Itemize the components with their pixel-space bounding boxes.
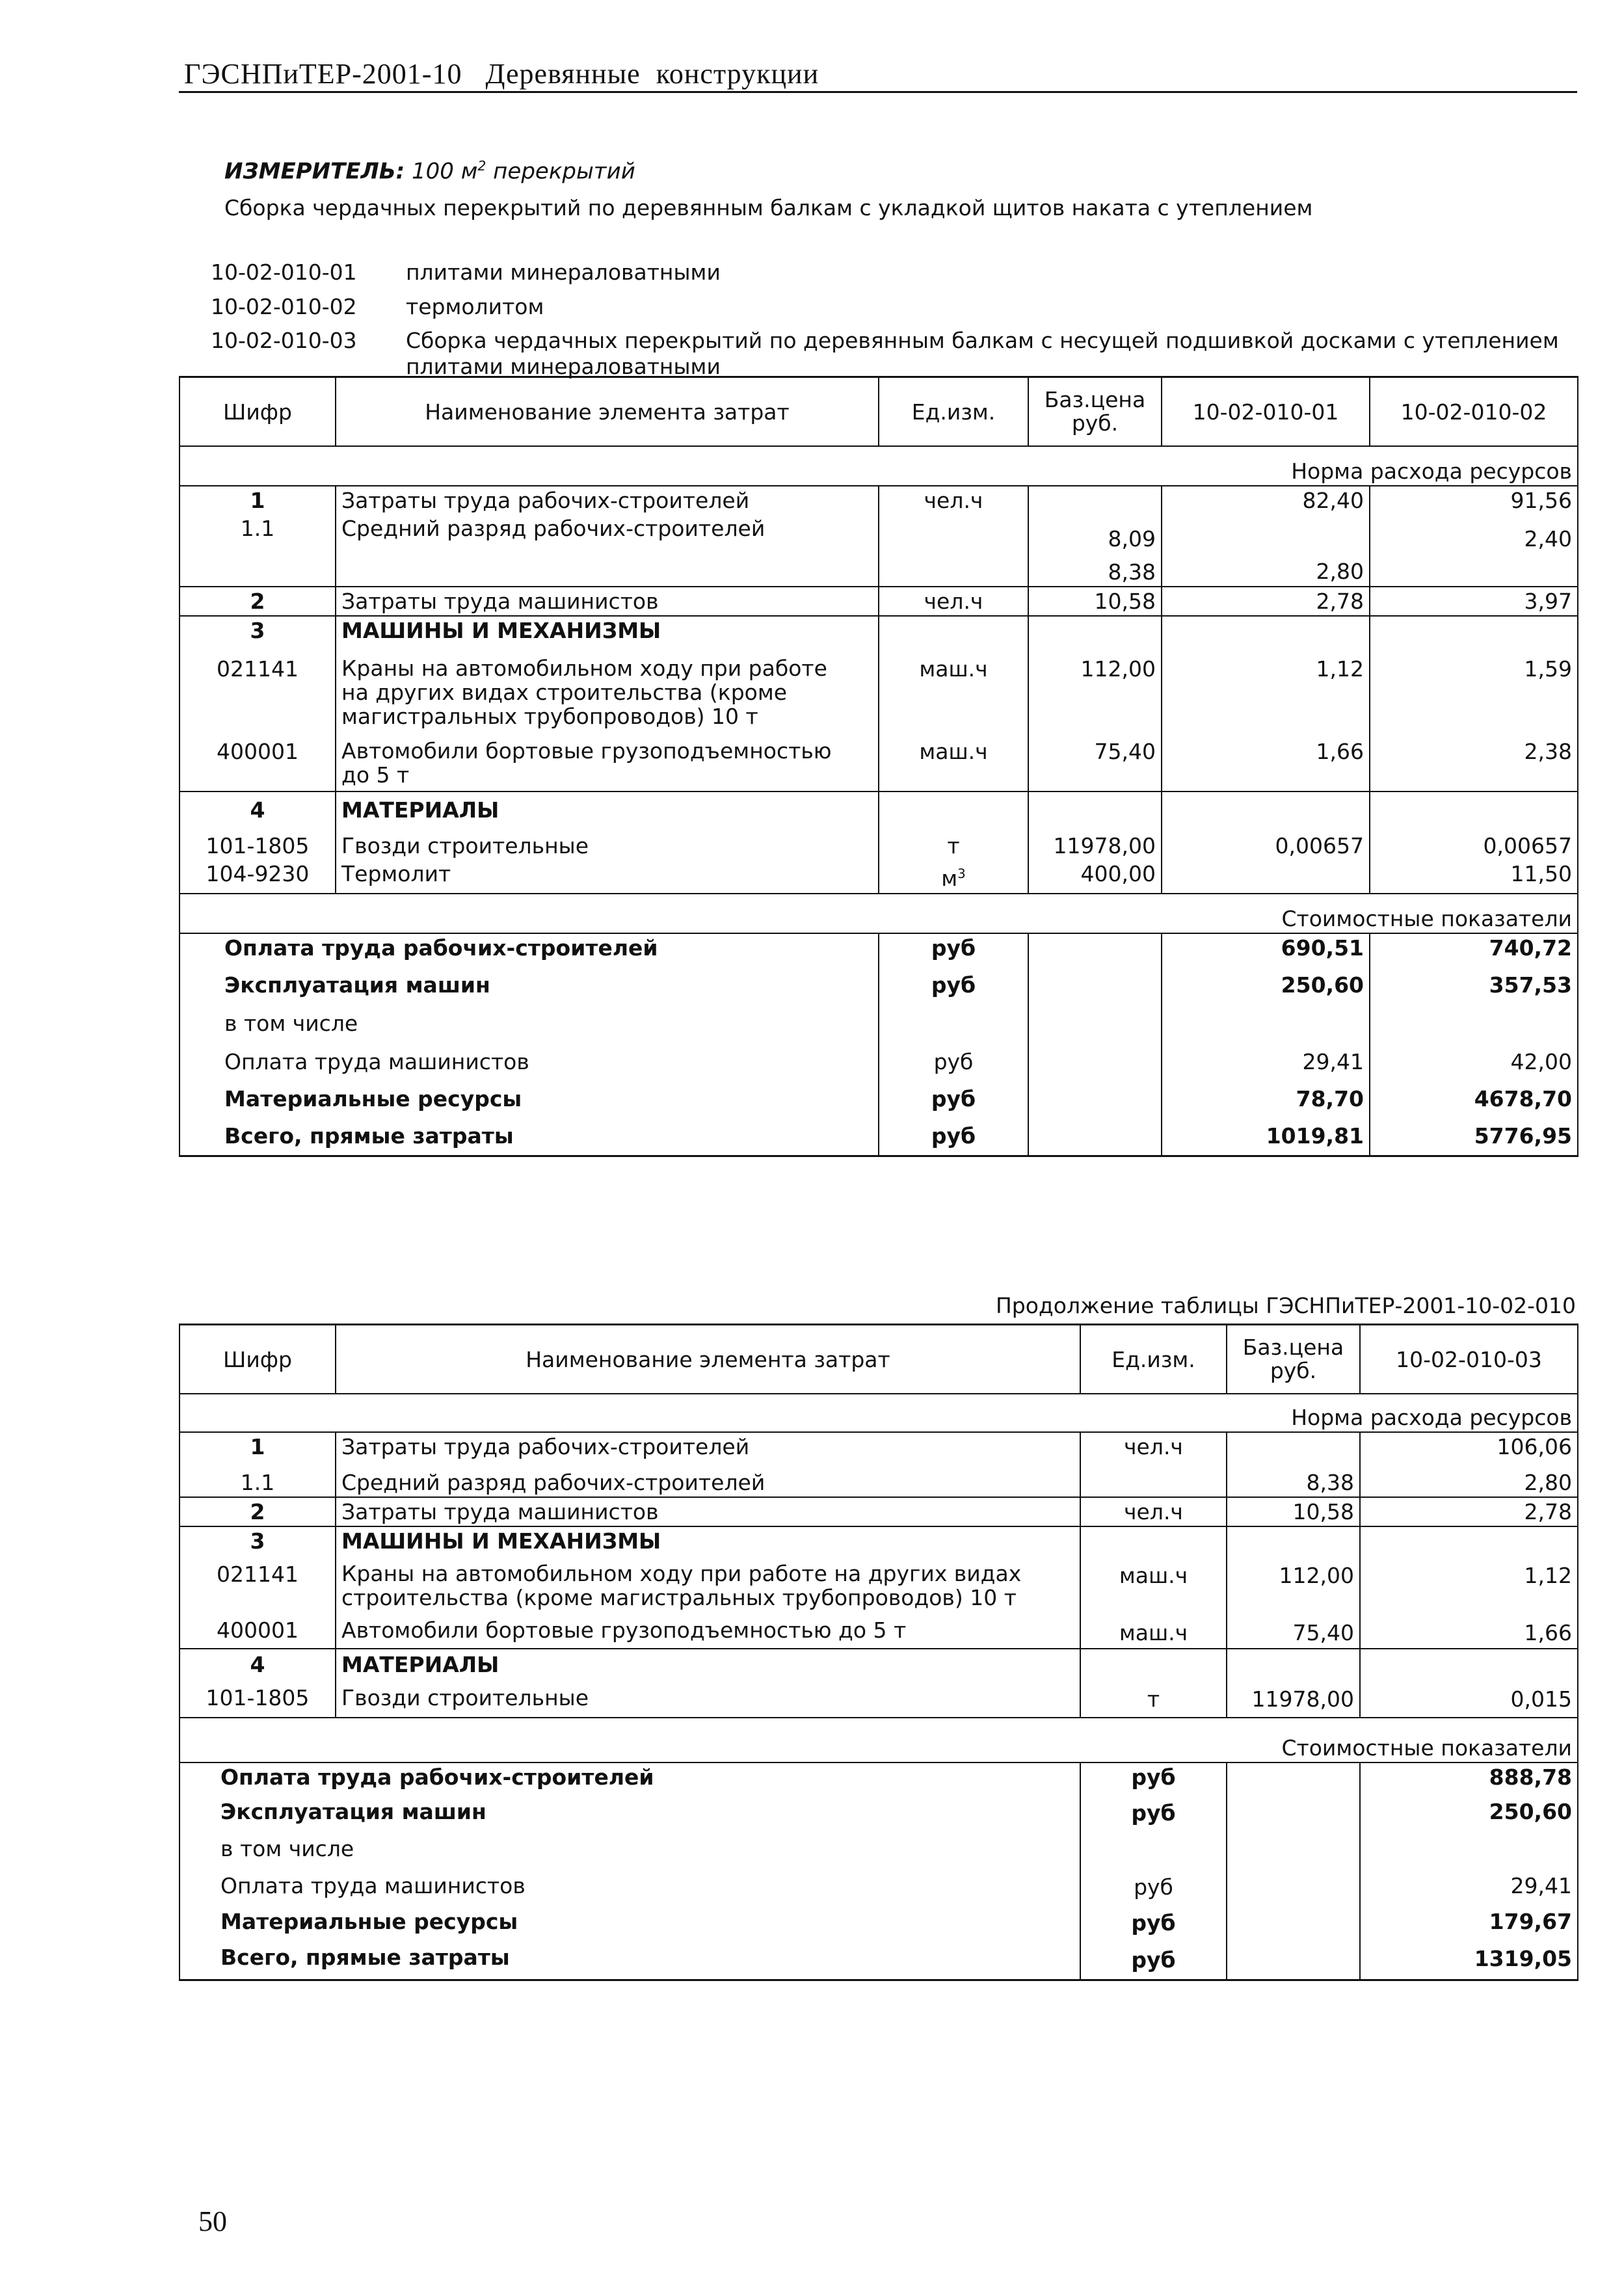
row-value-col1: 1,66 [1360, 1611, 1578, 1649]
cost-row [180, 1763, 1578, 1791]
row-price: 11978,00 [1028, 824, 1162, 860]
cost-row [180, 933, 1578, 962]
section-row [180, 1649, 1578, 1679]
cost-name: Оплата труда машинистов [180, 1037, 879, 1076]
cost-row [180, 1937, 1578, 1980]
table-row [180, 824, 1578, 860]
cost-value-col2: 5776,95 [1370, 1113, 1578, 1156]
section-row [180, 1526, 1578, 1555]
row-code: 2 [180, 1497, 336, 1526]
cost-unit: руб [879, 962, 1028, 999]
row-value-col1 [1162, 860, 1370, 894]
cost-row [180, 1037, 1578, 1076]
cost-value-col1: 29,41 [1162, 1037, 1370, 1076]
cost-row [180, 962, 1578, 999]
section-name: МАТЕРИАЛЫ [336, 791, 879, 824]
row-value-col2: 1,59 [1370, 645, 1578, 730]
header-code: Шифр [180, 377, 336, 447]
row-value-col1: 2,80 [1360, 1461, 1578, 1497]
row-value-col1: 0,015 [1360, 1679, 1578, 1718]
section-row [180, 616, 1578, 645]
row-code: 1 [180, 1432, 336, 1461]
row-unit [879, 860, 1028, 894]
cost-name: Эксплуатация машин [180, 1791, 1080, 1827]
row-price [1028, 514, 1162, 587]
cost-row [180, 1901, 1578, 1937]
row-price: 75,40 [1028, 730, 1162, 791]
row-price-a: 8,09 [1108, 526, 1156, 552]
row-unit: чел.ч [879, 587, 1028, 616]
row-value-col1 [1162, 514, 1370, 587]
header-price [1227, 1325, 1360, 1394]
row-code: 021141 [180, 645, 336, 730]
row-name: Затраты труда рабочих-строителей [336, 1432, 1080, 1461]
header-name: Наименование элемента затрат [336, 1325, 1080, 1394]
row-value-col2: 91,56 [1370, 486, 1578, 514]
cost-value-col1: 250,60 [1360, 1791, 1578, 1827]
cost-value-col1 [1360, 1827, 1578, 1863]
cost-value-col2: 42,00 [1370, 1037, 1578, 1076]
table-row [180, 1461, 1578, 1497]
row-code: 1.1 [180, 514, 336, 587]
row-name: Термолит [336, 860, 879, 894]
cost-unit: руб [1080, 1901, 1227, 1937]
row-price: 112,00 [1227, 1555, 1360, 1611]
section-name: МАШИНЫ И МЕХАНИЗМЫ [336, 616, 879, 645]
row-unit [879, 514, 1028, 587]
cost-row [180, 1863, 1578, 1901]
row-name-line: магистральных трубопроводов) 10 т [341, 704, 758, 729]
row-name-line: Автомобили бортовые грузоподъемностью [341, 738, 832, 764]
measure-value-suffix: перекрытий [486, 158, 635, 185]
cost-name: Эксплуатация машин [180, 962, 879, 999]
cost-value-col1: 29,41 [1360, 1863, 1578, 1901]
section-row [180, 791, 1578, 824]
cost-name: Всего, прямые затраты [180, 1113, 879, 1156]
cost-row [180, 1791, 1578, 1827]
cost-unit [879, 999, 1028, 1037]
row-value-col2 [1370, 514, 1578, 587]
cost-name: Оплата труда рабочих-строителей [180, 1763, 1080, 1791]
section-name: МАТЕРИАЛЫ [336, 1649, 1080, 1679]
row-code: 400001 [180, 730, 336, 791]
header-col1: 10-02-010-01 [1162, 377, 1370, 447]
cost-value-col2 [1370, 999, 1578, 1037]
header-code: Шифр [180, 1325, 336, 1394]
cost-row [180, 1076, 1578, 1113]
row-value-col1: 106,06 [1360, 1432, 1578, 1461]
description-text: плитами минераловатными [405, 259, 721, 285]
measure-value-sup: 2 [477, 158, 486, 174]
table-row [180, 486, 1578, 514]
row-price [1227, 1432, 1360, 1461]
table-row [180, 1555, 1578, 1611]
cost-value-col1: 690,51 [1162, 933, 1370, 962]
cost-unit: руб [1080, 1791, 1227, 1827]
cost-unit [1080, 1827, 1227, 1863]
cost-value-col1: 1319,05 [1360, 1937, 1578, 1980]
cost-unit: руб [879, 1113, 1028, 1156]
cost-caption: Стоимостные показатели [180, 894, 1578, 933]
row-price: 112,00 [1028, 645, 1162, 730]
header-price-line2: руб. [1270, 1358, 1317, 1383]
cost-value-col1: 250,60 [1162, 962, 1370, 999]
norm-caption: Норма расхода ресурсов [180, 1394, 1578, 1432]
norm-caption: Норма расхода ресурсов [180, 446, 1578, 486]
cost-unit: руб [1080, 1763, 1227, 1791]
row-name: Затраты труда машинистов [336, 587, 879, 616]
header-rule [179, 91, 1577, 93]
row-unit: чел.ч [1080, 1497, 1227, 1526]
section-code: 3 [180, 616, 336, 645]
header-col1: 10-02-010-03 [1360, 1325, 1578, 1394]
description-code: 10-02-010-01 [210, 259, 357, 285]
cost-row [180, 1827, 1578, 1863]
measure-value: 100 м [412, 158, 478, 185]
section-code: 3 [180, 1526, 336, 1555]
row-unit: маш.ч [879, 730, 1028, 791]
header-price [1028, 377, 1162, 447]
row-price: 11978,00 [1227, 1679, 1360, 1718]
row-code: 2 [180, 587, 336, 616]
row-unit: маш.ч [1080, 1555, 1227, 1611]
row-value-col2: 2,38 [1370, 730, 1578, 791]
row-unit: т [879, 824, 1028, 860]
row-value-col1: 82,40 [1162, 486, 1370, 514]
header-price-line2: руб. [1071, 410, 1119, 436]
row-value-col1: 2,78 [1360, 1497, 1578, 1526]
cost-value-col1: 888,78 [1360, 1763, 1578, 1791]
row-price: 10,58 [1227, 1497, 1360, 1526]
cost-caption: Стоимостные показатели [180, 1718, 1578, 1763]
row-name: Средний разряд рабочих-строителей [336, 514, 879, 587]
description-code: 10-02-010-03 [210, 328, 357, 353]
row-price: 8,38 [1227, 1461, 1360, 1497]
row-code: 1.1 [180, 1461, 336, 1497]
cost-value-col1 [1162, 999, 1370, 1037]
cost-unit: руб [1080, 1937, 1227, 1980]
header-unit: Ед.изм. [879, 377, 1028, 447]
cost-unit: руб [879, 1037, 1028, 1076]
header-col2: 10-02-010-02 [1370, 377, 1578, 447]
measure-label: ИЗМЕРИТЕЛЬ: [224, 158, 405, 185]
cost-row [180, 1113, 1578, 1156]
description-code: 10-02-010-02 [210, 294, 357, 319]
row-code: 101-1805 [180, 1679, 336, 1718]
cost-value-col2: 4678,70 [1370, 1076, 1578, 1113]
row-price: 400,00 [1028, 860, 1162, 894]
table-row [180, 1432, 1578, 1461]
row-value-col1-text: 2,80 [1316, 559, 1364, 584]
cost-row [180, 999, 1578, 1037]
row-name-line: на других видах строительства (кроме [341, 680, 788, 705]
table-row [180, 1611, 1578, 1649]
row-unit: маш.ч [879, 645, 1028, 730]
cost-value-col2: 357,53 [1370, 962, 1578, 999]
row-name [336, 645, 879, 730]
cost-value-col1: 78,70 [1162, 1076, 1370, 1113]
table-row [180, 514, 1578, 587]
description-text: Сборка чердачных перекрытий по деревянным балкам с несущей подшивкой досками с утеплением [405, 328, 1559, 353]
row-unit [1080, 1461, 1227, 1497]
row-value-col2-text: 2,40 [1524, 526, 1572, 552]
row-unit: маш.ч [1080, 1611, 1227, 1649]
description-text: плитами минераловатными [405, 354, 721, 379]
row-name: Затраты труда машинистов [336, 1497, 1080, 1526]
header-price-line1: Баз.цена [1242, 1335, 1344, 1360]
resource-table-1 [179, 376, 1578, 1157]
row-unit: т [1080, 1679, 1227, 1718]
cost-name: в том числе [180, 999, 879, 1037]
row-value-col2: 0,00657 [1370, 824, 1578, 860]
row-code: 400001 [180, 1611, 336, 1649]
continuation-title: Продолжение таблицы ГЭСНПиТЕР-2001-10-02-010 [995, 1293, 1576, 1318]
resource-table-2 [179, 1324, 1578, 1981]
measure-line [224, 158, 635, 184]
row-unit: чел.ч [879, 486, 1028, 514]
cost-name: Оплата труда рабочих-строителей [180, 933, 879, 962]
header-price-line1: Баз.цена [1044, 387, 1146, 412]
row-name [336, 1555, 1080, 1611]
row-value-col1: 2,78 [1162, 587, 1370, 616]
cost-name: Оплата труда машинистов [180, 1863, 1080, 1901]
row-price-b: 8,38 [1108, 559, 1156, 585]
description-title: Сборка чердачных перекрытий по деревянным балкам с укладкой щитов наката с утеплением [224, 195, 1313, 220]
row-name: Гвозди строительные [336, 1679, 1080, 1718]
cost-value-col2: 740,72 [1370, 933, 1578, 962]
row-value-col1: 1,12 [1162, 645, 1370, 730]
header-unit: Ед.изм. [1080, 1325, 1227, 1394]
table-row [180, 1679, 1578, 1718]
row-price: 75,40 [1227, 1611, 1360, 1649]
section-code: 4 [180, 791, 336, 824]
row-name-line: строительства (кроме магистральных трубопроводов) 10 т [341, 1585, 1017, 1610]
row-price: 10,58 [1028, 587, 1162, 616]
section-name: МАШИНЫ И МЕХАНИЗМЫ [336, 1526, 1080, 1555]
row-name-line: Краны на автомобильном ходу при работе на других видах [341, 1561, 1022, 1586]
header-name: Наименование элемента затрат [336, 377, 879, 447]
row-unit-sup: 3 [957, 866, 966, 881]
cost-unit: руб [879, 933, 1028, 962]
running-head: ГЭСНПиТЕР-2001-10 Деревянные конструкции [184, 58, 819, 90]
row-unit: чел.ч [1080, 1432, 1227, 1461]
row-name: Автомобили бортовые грузоподъемностью до 5 т [336, 1611, 1080, 1649]
row-code: 104-9230 [180, 860, 336, 894]
cost-name: Материальные ресурсы [180, 1076, 879, 1113]
row-name: Затраты труда рабочих-строителей [336, 486, 879, 514]
row-code: 101-1805 [180, 824, 336, 860]
row-value-col2: 11,50 [1370, 860, 1578, 894]
cost-value-col1: 179,67 [1360, 1901, 1578, 1937]
row-value-col1: 0,00657 [1162, 824, 1370, 860]
row-name [336, 730, 879, 791]
cost-name: Всего, прямые затраты [180, 1937, 1080, 1980]
table-row [180, 860, 1578, 894]
table-row [180, 587, 1578, 616]
cost-unit: руб [1080, 1863, 1227, 1901]
cost-value-col1: 1019,81 [1162, 1113, 1370, 1156]
row-name: Гвозди строительные [336, 824, 879, 860]
row-value-col1: 1,12 [1360, 1555, 1578, 1611]
row-value-col2: 3,97 [1370, 587, 1578, 616]
row-value-col1: 1,66 [1162, 730, 1370, 791]
page-number: 50 [198, 2205, 227, 2237]
row-code: 1 [180, 486, 336, 514]
row-name-line: Краны на автомобильном ходу при работе [341, 656, 827, 681]
cost-name: в том числе [180, 1827, 1080, 1863]
table-row [180, 645, 1578, 730]
table-row [180, 730, 1578, 791]
section-code: 4 [180, 1649, 336, 1679]
row-code: 021141 [180, 1555, 336, 1611]
table-row [180, 1497, 1578, 1526]
cost-unit: руб [879, 1076, 1028, 1113]
row-name: Средний разряд рабочих-строителей [336, 1461, 1080, 1497]
description-text: термолитом [405, 294, 544, 319]
row-price [1028, 486, 1162, 514]
row-unit-base: м [941, 866, 958, 891]
cost-name: Материальные ресурсы [180, 1901, 1080, 1937]
row-name-line: до 5 т [341, 762, 410, 788]
